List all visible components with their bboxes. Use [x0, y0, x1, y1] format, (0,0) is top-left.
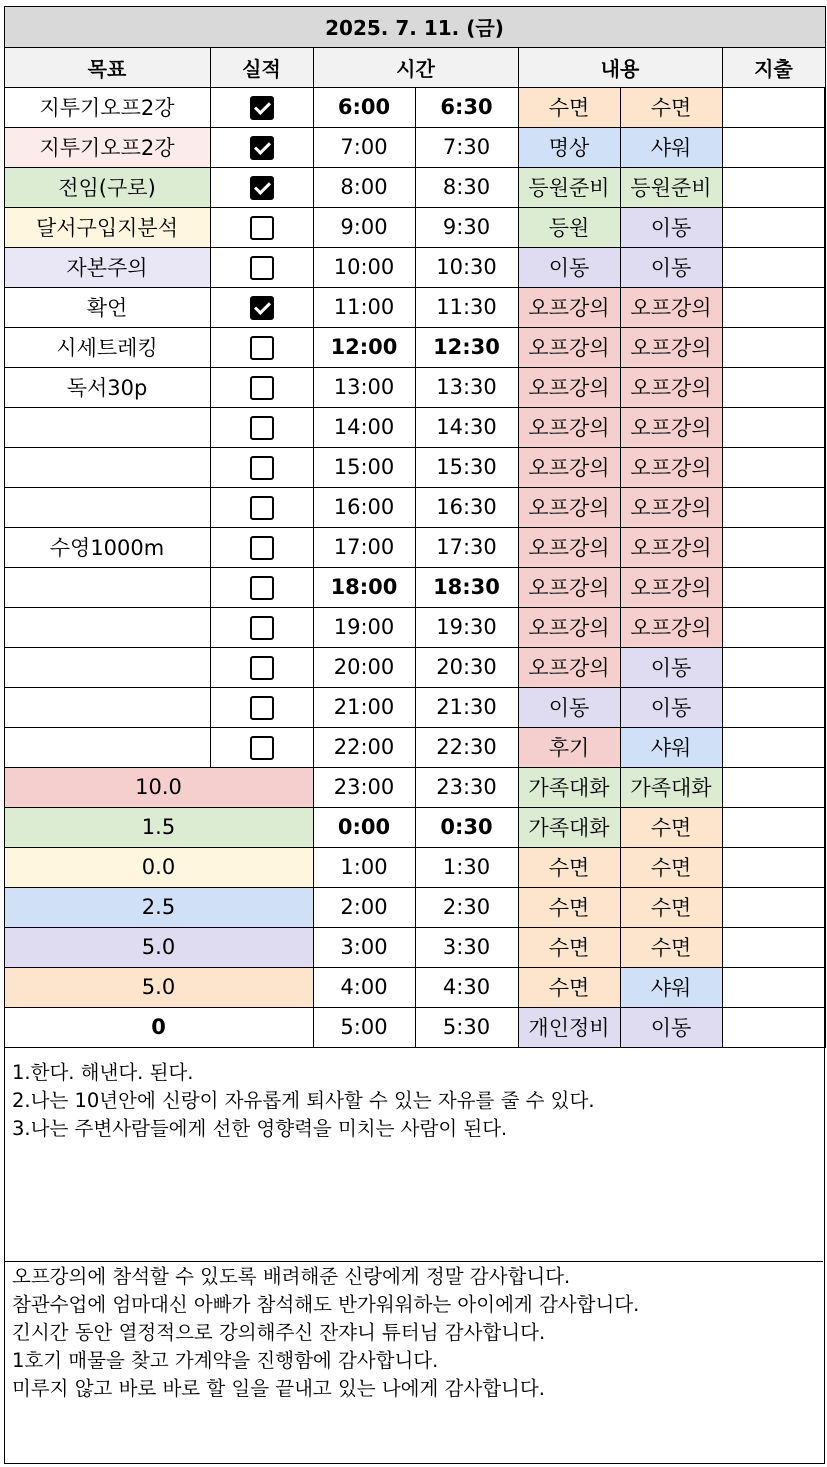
time-start-cell: 2:00	[313, 887, 415, 927]
title-row	[4, 6, 825, 47]
summary-row	[4, 887, 825, 927]
time-start-cell: 5:00	[313, 1007, 415, 1047]
content-cell: 오프강의	[518, 607, 620, 647]
goal-cell: 자본주의	[4, 247, 210, 287]
expense-cell	[722, 767, 825, 807]
content-cell: 오프강의	[620, 447, 722, 487]
schedule-row	[4, 567, 825, 607]
content-cell: 샤워	[620, 727, 722, 767]
content-cell: 오프강의	[518, 367, 620, 407]
expense-cell	[722, 127, 825, 167]
content-cell: 오프강의	[518, 567, 620, 607]
goal-cell: 수영1000m	[4, 527, 210, 567]
goal-cell	[4, 487, 210, 527]
content-cell: 가족대화	[518, 767, 620, 807]
summary-value-cell: 10.0	[4, 767, 313, 807]
expense-cell	[722, 287, 825, 327]
content-cell: 이동	[620, 247, 722, 287]
time-start-cell: 3:00	[313, 927, 415, 967]
checkbox-unchecked[interactable]	[250, 736, 274, 760]
result-cell	[210, 127, 313, 167]
time-end-cell: 13:30	[415, 367, 518, 407]
summary-value-cell: 5.0	[4, 967, 313, 1007]
time-start-cell: 11:00	[313, 287, 415, 327]
time-start-cell: 1:00	[313, 847, 415, 887]
header-content: 내용	[518, 47, 722, 87]
summary-row	[4, 807, 825, 847]
expense-cell	[722, 727, 825, 767]
time-start-cell: 23:00	[313, 767, 415, 807]
content-cell: 오프강의	[620, 527, 722, 567]
expense-cell	[722, 247, 825, 287]
schedule-row	[4, 687, 825, 727]
content-cell: 이동	[518, 687, 620, 727]
result-cell	[210, 167, 313, 207]
result-cell	[210, 527, 313, 567]
expense-cell	[722, 367, 825, 407]
affirmation-line: 2.나는 10년안에 신랑이 자유롭게 퇴사할 수 있는 자유를 줄 수 있다.	[12, 1089, 595, 1112]
content-cell: 수면	[518, 847, 620, 887]
content-cell: 수면	[620, 887, 722, 927]
schedule-row	[4, 407, 825, 447]
schedule-row	[4, 247, 825, 287]
checkbox-unchecked[interactable]	[250, 376, 274, 400]
goal-cell	[4, 567, 210, 607]
time-start-cell: 15:00	[313, 447, 415, 487]
time-start-cell: 9:00	[313, 207, 415, 247]
checkbox-unchecked[interactable]	[250, 336, 274, 360]
content-cell: 등원	[518, 207, 620, 247]
time-start-cell: 10:00	[313, 247, 415, 287]
goal-cell: 지투기오프2강	[4, 87, 210, 127]
result-cell	[210, 367, 313, 407]
schedule-row	[4, 487, 825, 527]
expense-cell	[722, 327, 825, 367]
goal-cell	[4, 607, 210, 647]
goal-cell	[4, 407, 210, 447]
checkbox-unchecked[interactable]	[250, 416, 274, 440]
expense-cell	[722, 887, 825, 927]
expense-cell	[722, 407, 825, 447]
expense-cell	[722, 87, 825, 127]
goal-cell	[4, 687, 210, 727]
result-cell	[210, 327, 313, 367]
result-cell	[210, 687, 313, 727]
content-cell: 개인정비	[518, 1007, 620, 1047]
time-end-cell: 1:30	[415, 847, 518, 887]
summary-row	[4, 1007, 825, 1047]
time-end-cell: 18:30	[415, 567, 518, 607]
content-cell: 오프강의	[518, 527, 620, 567]
schedule-row	[4, 607, 825, 647]
content-cell: 등원준비	[518, 167, 620, 207]
content-cell: 후기	[518, 727, 620, 767]
time-end-cell: 14:30	[415, 407, 518, 447]
time-start-cell: 13:00	[313, 367, 415, 407]
result-cell	[210, 407, 313, 447]
schedule-row	[4, 127, 825, 167]
content-cell: 등원준비	[620, 167, 722, 207]
summary-value-cell: 0.0	[4, 847, 313, 887]
schedule-row	[4, 527, 825, 567]
schedule-row	[4, 287, 825, 327]
content-cell: 수면	[620, 87, 722, 127]
header-time: 시간	[313, 47, 518, 87]
time-end-cell: 9:30	[415, 207, 518, 247]
content-cell: 오프강의	[518, 447, 620, 487]
time-start-cell: 6:00	[313, 87, 415, 127]
goal-cell: 확언	[4, 287, 210, 327]
checkbox-checked[interactable]	[250, 176, 274, 200]
summary-value-cell: 2.5	[4, 887, 313, 927]
expense-cell	[722, 647, 825, 687]
result-cell	[210, 207, 313, 247]
header-row	[4, 47, 825, 87]
header-goal: 목표	[4, 47, 210, 87]
result-cell	[210, 87, 313, 127]
checkbox-unchecked[interactable]	[250, 216, 274, 240]
schedule-row	[4, 87, 825, 127]
content-cell: 수면	[620, 927, 722, 967]
time-end-cell: 4:30	[415, 967, 518, 1007]
time-end-cell: 16:30	[415, 487, 518, 527]
expense-cell	[722, 807, 825, 847]
summary-row	[4, 927, 825, 967]
expense-cell	[722, 207, 825, 247]
expense-cell	[722, 1007, 825, 1047]
schedule-row	[4, 367, 825, 407]
expense-cell	[722, 447, 825, 487]
header-expense: 지출	[722, 47, 825, 87]
content-cell: 오프강의	[620, 407, 722, 447]
expense-cell	[722, 607, 825, 647]
content-cell: 이동	[620, 647, 722, 687]
time-start-cell: 19:00	[313, 607, 415, 647]
checkbox-checked[interactable]	[250, 296, 274, 320]
time-end-cell: 19:30	[415, 607, 518, 647]
gratitude-line: 오프강의에 참석할 수 있도록 배려해준 신랑에게 정말 감사합니다.	[12, 1265, 571, 1288]
time-end-cell: 10:30	[415, 247, 518, 287]
time-start-cell: 17:00	[313, 527, 415, 567]
time-end-cell: 22:30	[415, 727, 518, 767]
result-cell	[210, 287, 313, 327]
time-end-cell: 6:30	[415, 87, 518, 127]
time-start-cell: 14:00	[313, 407, 415, 447]
schedule-row	[4, 447, 825, 487]
result-cell	[210, 727, 313, 767]
gratitude-line: 긴시간 동안 열정적으로 강의해주신 잔쟈니 튜터님 감사합니다.	[12, 1321, 546, 1344]
time-end-cell: 5:30	[415, 1007, 518, 1047]
time-end-cell: 21:30	[415, 687, 518, 727]
result-cell	[210, 647, 313, 687]
time-end-cell: 3:30	[415, 927, 518, 967]
time-end-cell: 0:30	[415, 807, 518, 847]
time-end-cell: 12:30	[415, 327, 518, 367]
affirmation-line: 1.한다. 해낸다. 된다.	[12, 1061, 194, 1084]
content-cell: 오프강의	[518, 647, 620, 687]
time-end-cell: 2:30	[415, 887, 518, 927]
time-start-cell: 22:00	[313, 727, 415, 767]
checkbox-unchecked[interactable]	[250, 616, 274, 640]
content-cell: 오프강의	[518, 487, 620, 527]
time-start-cell: 12:00	[313, 327, 415, 367]
content-cell: 오프강의	[518, 407, 620, 447]
checkbox-unchecked[interactable]	[250, 536, 274, 560]
content-cell: 오프강의	[518, 287, 620, 327]
checkbox-unchecked[interactable]	[250, 656, 274, 680]
content-cell: 가족대화	[620, 767, 722, 807]
affirmation-line: 3.나는 주변사람들에게 선한 영향력을 미치는 사람이 된다.	[12, 1117, 508, 1140]
checkbox-checked[interactable]	[250, 136, 274, 160]
checkbox-unchecked[interactable]	[250, 256, 274, 280]
gratitude-line: 1호기 매물을 찾고 가계약을 진행함에 감사합니다.	[12, 1349, 439, 1372]
summary-value-cell: 1.5	[4, 807, 313, 847]
goal-cell: 지투기오프2강	[4, 127, 210, 167]
content-cell: 가족대화	[518, 807, 620, 847]
time-start-cell: 0:00	[313, 807, 415, 847]
goal-cell: 시세트레킹	[4, 327, 210, 367]
checkbox-unchecked[interactable]	[250, 456, 274, 480]
content-cell: 이동	[620, 687, 722, 727]
content-cell: 오프강의	[620, 607, 722, 647]
content-cell: 명상	[518, 127, 620, 167]
time-start-cell: 20:00	[313, 647, 415, 687]
goal-cell	[4, 647, 210, 687]
planner-sheet	[4, 6, 825, 1464]
planner-grid	[4, 6, 826, 1048]
content-cell: 오프강의	[620, 327, 722, 367]
schedule-row	[4, 727, 825, 767]
expense-cell	[722, 967, 825, 1007]
goal-cell: 달서구입지분석	[4, 207, 210, 247]
schedule-row	[4, 167, 825, 207]
content-cell: 수면	[518, 887, 620, 927]
content-cell: 이동	[518, 247, 620, 287]
goal-cell: 독서30p	[4, 367, 210, 407]
time-start-cell: 7:00	[313, 127, 415, 167]
summary-row	[4, 967, 825, 1007]
time-end-cell: 15:30	[415, 447, 518, 487]
header-result: 실적	[210, 47, 313, 87]
checkbox-unchecked[interactable]	[250, 576, 274, 600]
time-start-cell: 16:00	[313, 487, 415, 527]
affirmations-section	[5, 1059, 823, 1262]
content-cell: 이동	[620, 207, 722, 247]
time-start-cell: 18:00	[313, 567, 415, 607]
time-end-cell: 8:30	[415, 167, 518, 207]
result-cell	[210, 247, 313, 287]
result-cell	[210, 487, 313, 527]
schedule-row	[4, 647, 825, 687]
goal-cell	[4, 727, 210, 767]
checkbox-checked[interactable]	[250, 96, 274, 120]
time-end-cell: 11:30	[415, 287, 518, 327]
content-cell: 이동	[620, 1007, 722, 1047]
result-cell	[210, 607, 313, 647]
expense-cell	[722, 927, 825, 967]
time-end-cell: 7:30	[415, 127, 518, 167]
time-start-cell: 4:00	[313, 967, 415, 1007]
time-end-cell: 23:30	[415, 767, 518, 807]
expense-cell	[722, 487, 825, 527]
goal-cell	[4, 447, 210, 487]
content-cell: 오프강의	[518, 327, 620, 367]
content-cell: 수면	[518, 87, 620, 127]
summary-value-cell: 5.0	[4, 927, 313, 967]
result-cell	[210, 567, 313, 607]
content-cell: 오프강의	[620, 367, 722, 407]
content-cell: 수면	[518, 967, 620, 1007]
content-cell: 샤워	[620, 967, 722, 1007]
time-start-cell: 21:00	[313, 687, 415, 727]
expense-cell	[722, 687, 825, 727]
content-cell: 수면	[518, 927, 620, 967]
expense-cell	[722, 567, 825, 607]
expense-cell	[722, 167, 825, 207]
result-cell	[210, 447, 313, 487]
gratitude-line: 참관수업에 엄마대신 아빠가 참석해도 반가워워하는 아이에게 감사합니다.	[12, 1293, 640, 1316]
content-cell: 오프강의	[620, 487, 722, 527]
content-cell: 오프강의	[620, 567, 722, 607]
expense-cell	[722, 847, 825, 887]
summary-row	[4, 847, 825, 887]
schedule-row	[4, 327, 825, 367]
checkbox-unchecked[interactable]	[250, 696, 274, 720]
expense-cell	[722, 527, 825, 567]
summary-row	[4, 767, 825, 807]
time-end-cell: 17:30	[415, 527, 518, 567]
content-cell: 샤워	[620, 127, 722, 167]
content-cell: 수면	[620, 807, 722, 847]
content-cell: 오프강의	[620, 287, 722, 327]
page-title: 2025. 7. 11. (금)	[4, 6, 825, 47]
content-cell: 수면	[620, 847, 722, 887]
time-start-cell: 8:00	[313, 167, 415, 207]
goal-cell: 전임(구로)	[4, 167, 210, 207]
gratitude-section	[5, 1263, 823, 1403]
checkbox-unchecked[interactable]	[250, 496, 274, 520]
summary-value-cell: 0	[4, 1007, 313, 1047]
schedule-row	[4, 207, 825, 247]
time-end-cell: 20:30	[415, 647, 518, 687]
gratitude-line: 미루지 않고 바로 바로 할 일을 끝내고 있는 나에게 감사합니다.	[12, 1377, 545, 1400]
